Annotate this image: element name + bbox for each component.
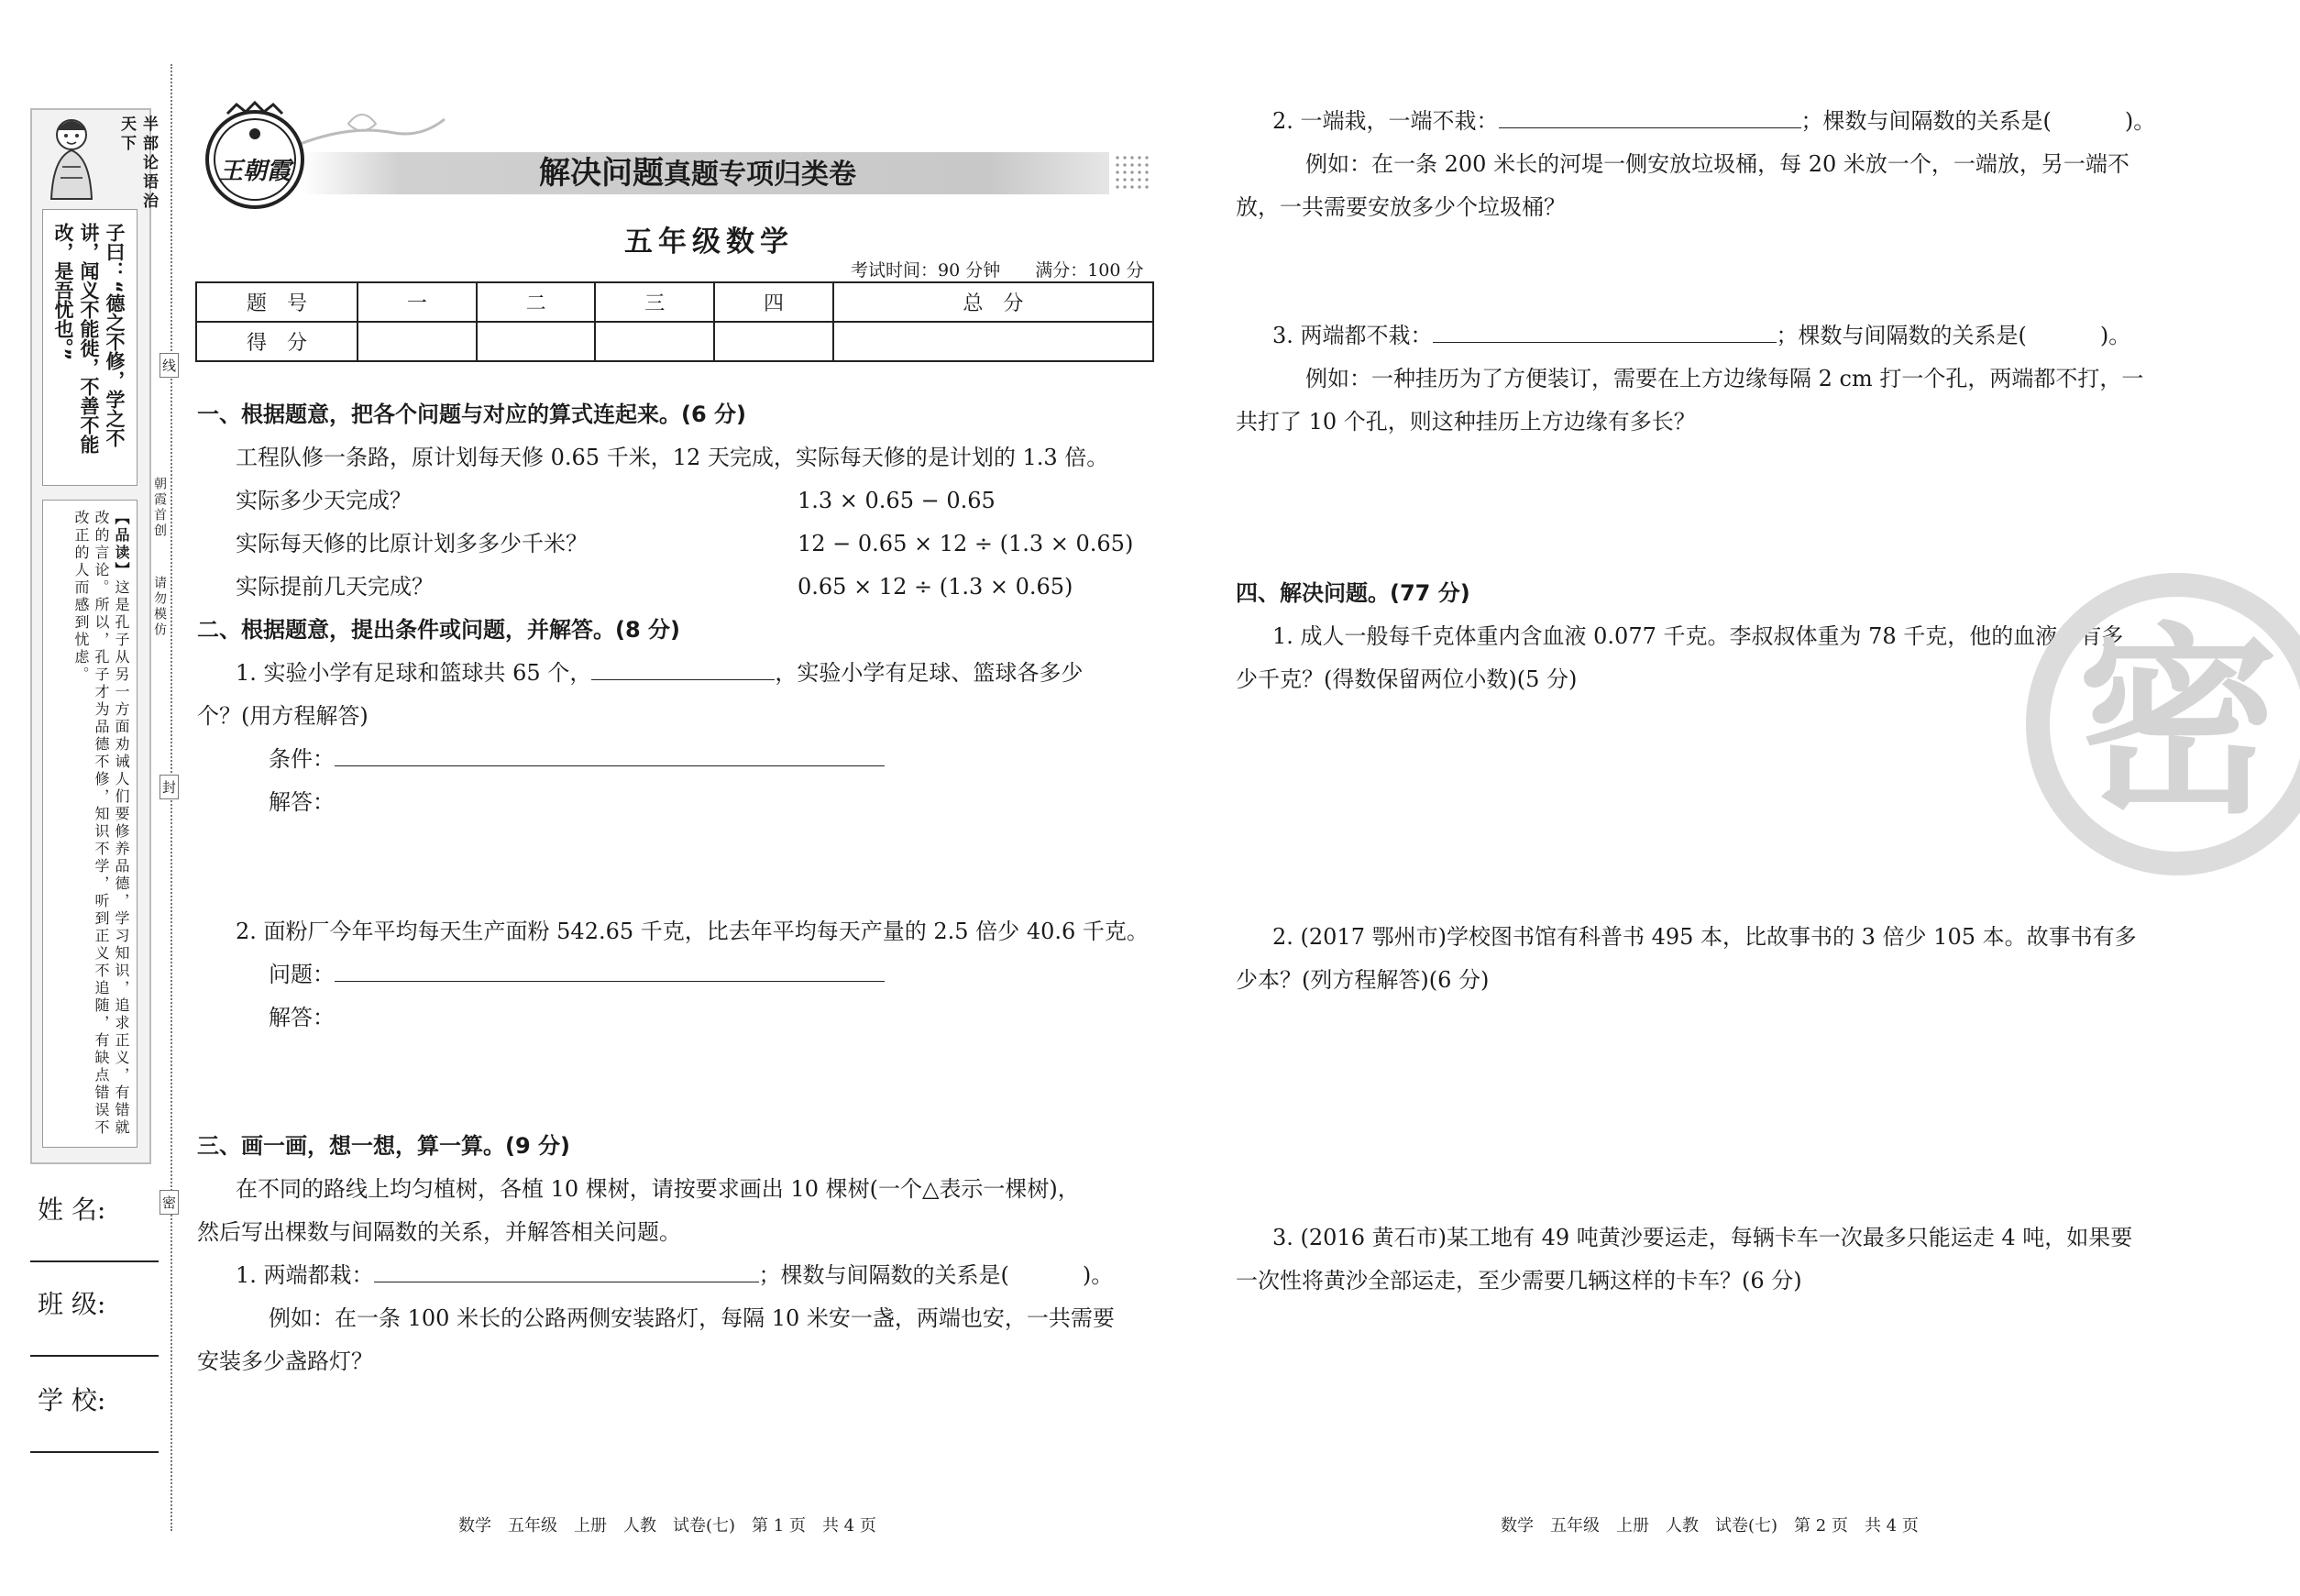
section3-q3-relation: ；棵数与间隔数的关系是(	[1776, 323, 2027, 348]
score-cell[interactable]	[714, 322, 833, 361]
commentary-text	[71, 510, 131, 1138]
title-main: 解决问题	[539, 155, 664, 192]
score-header-cell: 总 分	[833, 282, 1153, 322]
section3-q2-blank[interactable]	[1499, 107, 1801, 128]
score-header-cell: 三	[595, 282, 714, 322]
question-label: 问题：	[269, 962, 335, 987]
name-label: 姓 名:	[38, 1194, 106, 1225]
section3-q2-label: 2. 一端栽，一端不栽：	[1272, 108, 1499, 134]
section3-q3-blank[interactable]	[1433, 322, 1777, 343]
score-table	[195, 281, 1154, 362]
school-field[interactable]	[30, 1387, 159, 1453]
name-line	[30, 1260, 159, 1262]
section3-q3-label: 3. 两端都不栽：	[1272, 323, 1433, 348]
score-table-score-row	[196, 322, 1153, 361]
section2-answer-label: 解答：	[269, 789, 335, 815]
section3-q3-example-1: 例如：一种挂历为了方便装订，需要在上方边缘每隔 2 cm 打一个孔，两端都不打，一	[1305, 366, 2144, 391]
score-cell[interactable]	[358, 322, 477, 361]
confucius-quote: 子曰：“德之不修，学之不讲，闻义不能徙，不善不能改，是吾忧也。”	[52, 223, 126, 454]
watermark-char: 密	[2077, 606, 2280, 841]
condition-blank[interactable]	[335, 745, 885, 766]
exam-subtitle: 五年级数学	[624, 226, 794, 259]
class-field[interactable]	[30, 1291, 159, 1357]
commentary-box	[42, 500, 138, 1148]
section3-intro-1: 在不同的路线上均匀植树，各植 10 棵树，请按要求画出 10 棵树(一个△表示一棵树)，	[236, 1176, 1080, 1202]
binding-notice-2: 请勿模仿	[152, 576, 167, 638]
section3-q3-example-2: 共打了 10 个孔，则这种挂历上方边缘有多长？	[1236, 409, 1696, 435]
exam-title	[539, 154, 856, 194]
brand-logo	[195, 101, 314, 211]
section2-heading: 二、根据题意，提出条件或问题，并解答。(8 分)	[197, 617, 680, 643]
question-blank[interactable]	[335, 961, 885, 982]
footer-left: 数学 五年级 上册 人教 试卷(七) 第 1 页 共 4 页	[458, 1516, 876, 1535]
section3-q3-close: )。	[2099, 323, 2131, 348]
section2-condition	[269, 745, 885, 773]
section3-heading: 三、画一画，想一想，算一算。(9 分)	[197, 1133, 570, 1159]
book-series-label: 半部论语治天下	[117, 116, 158, 212]
score-row-label: 得 分	[196, 322, 358, 361]
section3-q1-example-2: 安装多少盏路灯？	[197, 1348, 373, 1374]
section2-q1-line1	[236, 659, 1083, 687]
commentary-body: 这是孔子从另一方面劝诫人们要修养品德，学习知识，追求正义，有错就改的言论。所以，孔子才为品德不修，知识不学，听到正义不追随，有缺点错误不改正的人而感到忧虑。	[72, 510, 130, 1137]
commentary-label: 【品读】	[113, 510, 130, 579]
binding-mark-seal2: 密	[160, 1190, 179, 1215]
section2-answer-label-2: 解答：	[269, 1005, 335, 1030]
section2-q1-text2: ，实验小学有足球、篮球各多少	[775, 660, 1084, 686]
logo-text: 王朝霞	[218, 158, 291, 185]
section4-q2-line1: 2. (2017 鄂州市)学校图书馆有科普书 495 本，比故事书的 3 倍少 105 本。故事书有多	[1272, 924, 2137, 950]
condition-label: 条件：	[269, 746, 335, 772]
section3-q2-relation: ；棵数与间隔数的关系是(	[1800, 108, 2052, 134]
section3-q1	[236, 1261, 1113, 1289]
section4-q1-line2: 少千克？(得数保留两位小数)(5 分)	[1236, 666, 1578, 692]
section4-q2-line2: 少本？(列方程解答)(6 分)	[1236, 967, 1490, 993]
confucius-illustration	[35, 112, 108, 204]
section4-q1-line1: 1. 成人一般每千克体重内含血液 0.077 千克。李叔叔体重为 78 千克，他的血液约有多	[1272, 623, 2124, 649]
section1-formula[interactable]: 0.65 × 12 ÷ (1.3 × 0.65)	[798, 574, 1073, 600]
section1-question[interactable]: 实际每天修的比原计划多多少千米？	[236, 531, 588, 556]
score-cell[interactable]	[595, 322, 714, 361]
ribbon-decoration	[293, 105, 449, 160]
section3-q2-example-2: 放，一共需要安放多少个垃圾桶？	[1236, 194, 1566, 220]
section2-question	[269, 961, 885, 988]
footer-right: 数学 五年级 上册 人教 试卷(七) 第 2 页 共 4 页	[1501, 1516, 1919, 1535]
section2-q1-text: 1. 实验小学有足球和篮球共 65 个，	[236, 660, 592, 686]
binding-mark-line: 线	[160, 353, 179, 378]
section1-formula[interactable]: 12 − 0.65 × 12 ÷ (1.3 × 0.65)	[798, 531, 1134, 556]
school-label: 学 校:	[38, 1385, 106, 1415]
quote-box	[42, 209, 138, 486]
section1-formula[interactable]: 1.3 × 0.65 − 0.65	[798, 488, 996, 513]
score-header-cell: 题 号	[196, 282, 358, 322]
section1-question[interactable]: 实际多少天完成？	[236, 488, 412, 513]
section3-q1-relation: ；棵数与间隔数的关系是(	[758, 1262, 1009, 1288]
section4-q3-line2: 一次性将黄沙全部运走，至少需要几辆这样的卡车？(6 分)	[1236, 1268, 1802, 1293]
binding-mark-seal: 封	[160, 775, 179, 799]
section3-intro-2: 然后写出棵数与间隔数的关系，并解答相关问题。	[197, 1219, 681, 1245]
exam-info: 考试时间：90 分钟 满分：100 分	[851, 260, 1144, 281]
binding-notice-1: 朝霞首创	[152, 477, 167, 539]
score-cell[interactable]	[833, 322, 1153, 361]
class-line	[30, 1355, 159, 1357]
watermark-seal	[2026, 573, 2300, 875]
section4-heading: 四、解决问题。(77 分)	[1236, 580, 1470, 606]
section2-q2: 2. 面粉厂今年平均每天生产面粉 542.65 千克，比去年平均每天产量的 2.5 倍少 40.6 千克。	[236, 919, 1149, 944]
section3-q1-close: )。	[1082, 1262, 1114, 1288]
title-sub: 真题专项归类卷	[664, 159, 856, 191]
section1-heading: 一、根据题意，把各个问题与对应的算式连起来。(6 分)	[197, 402, 746, 427]
section3-q2-example-1: 例如：在一条 200 米长的河堤一侧安放垃圾桶，每 20 米放一个，一端放，另一端不	[1305, 151, 2129, 177]
class-label: 班 级:	[38, 1289, 106, 1319]
section2-q1-blank[interactable]	[591, 659, 775, 680]
section3-q2-close: )。	[2124, 108, 2156, 134]
section3-q1-example-1: 例如：在一条 100 米长的公路两侧安装路灯，每隔 10 米安一盏，两端也安，一共需要	[269, 1305, 1115, 1331]
score-cell[interactable]	[477, 322, 596, 361]
banner-dots	[1114, 154, 1150, 193]
score-header-cell: 四	[714, 282, 833, 322]
section3-q2	[1272, 107, 2155, 135]
section3-q1-blank[interactable]	[374, 1261, 759, 1282]
score-table-header-row	[196, 282, 1153, 322]
section1-intro: 工程队修一条路，原计划每天修 0.65 千米，12 天完成，实际每天修的是计划的 1.3 倍。	[236, 445, 1109, 470]
section4-q3-line1: 3. (2016 黄石市)某工地有 49 吨黄沙要运走，每辆卡车一次最多只能运走 4 吨，如果要	[1272, 1225, 2133, 1250]
section2-q1-line2: 个？(用方程解答)	[197, 703, 369, 729]
section3-q1-label: 1. 两端都栽：	[236, 1262, 374, 1288]
section3-q3	[1272, 322, 2130, 349]
school-line	[30, 1451, 159, 1453]
name-field[interactable]	[30, 1196, 159, 1262]
score-header-cell: 一	[358, 282, 477, 322]
section1-question[interactable]: 实际提前几天完成？	[236, 574, 434, 600]
score-header-cell: 二	[477, 282, 596, 322]
